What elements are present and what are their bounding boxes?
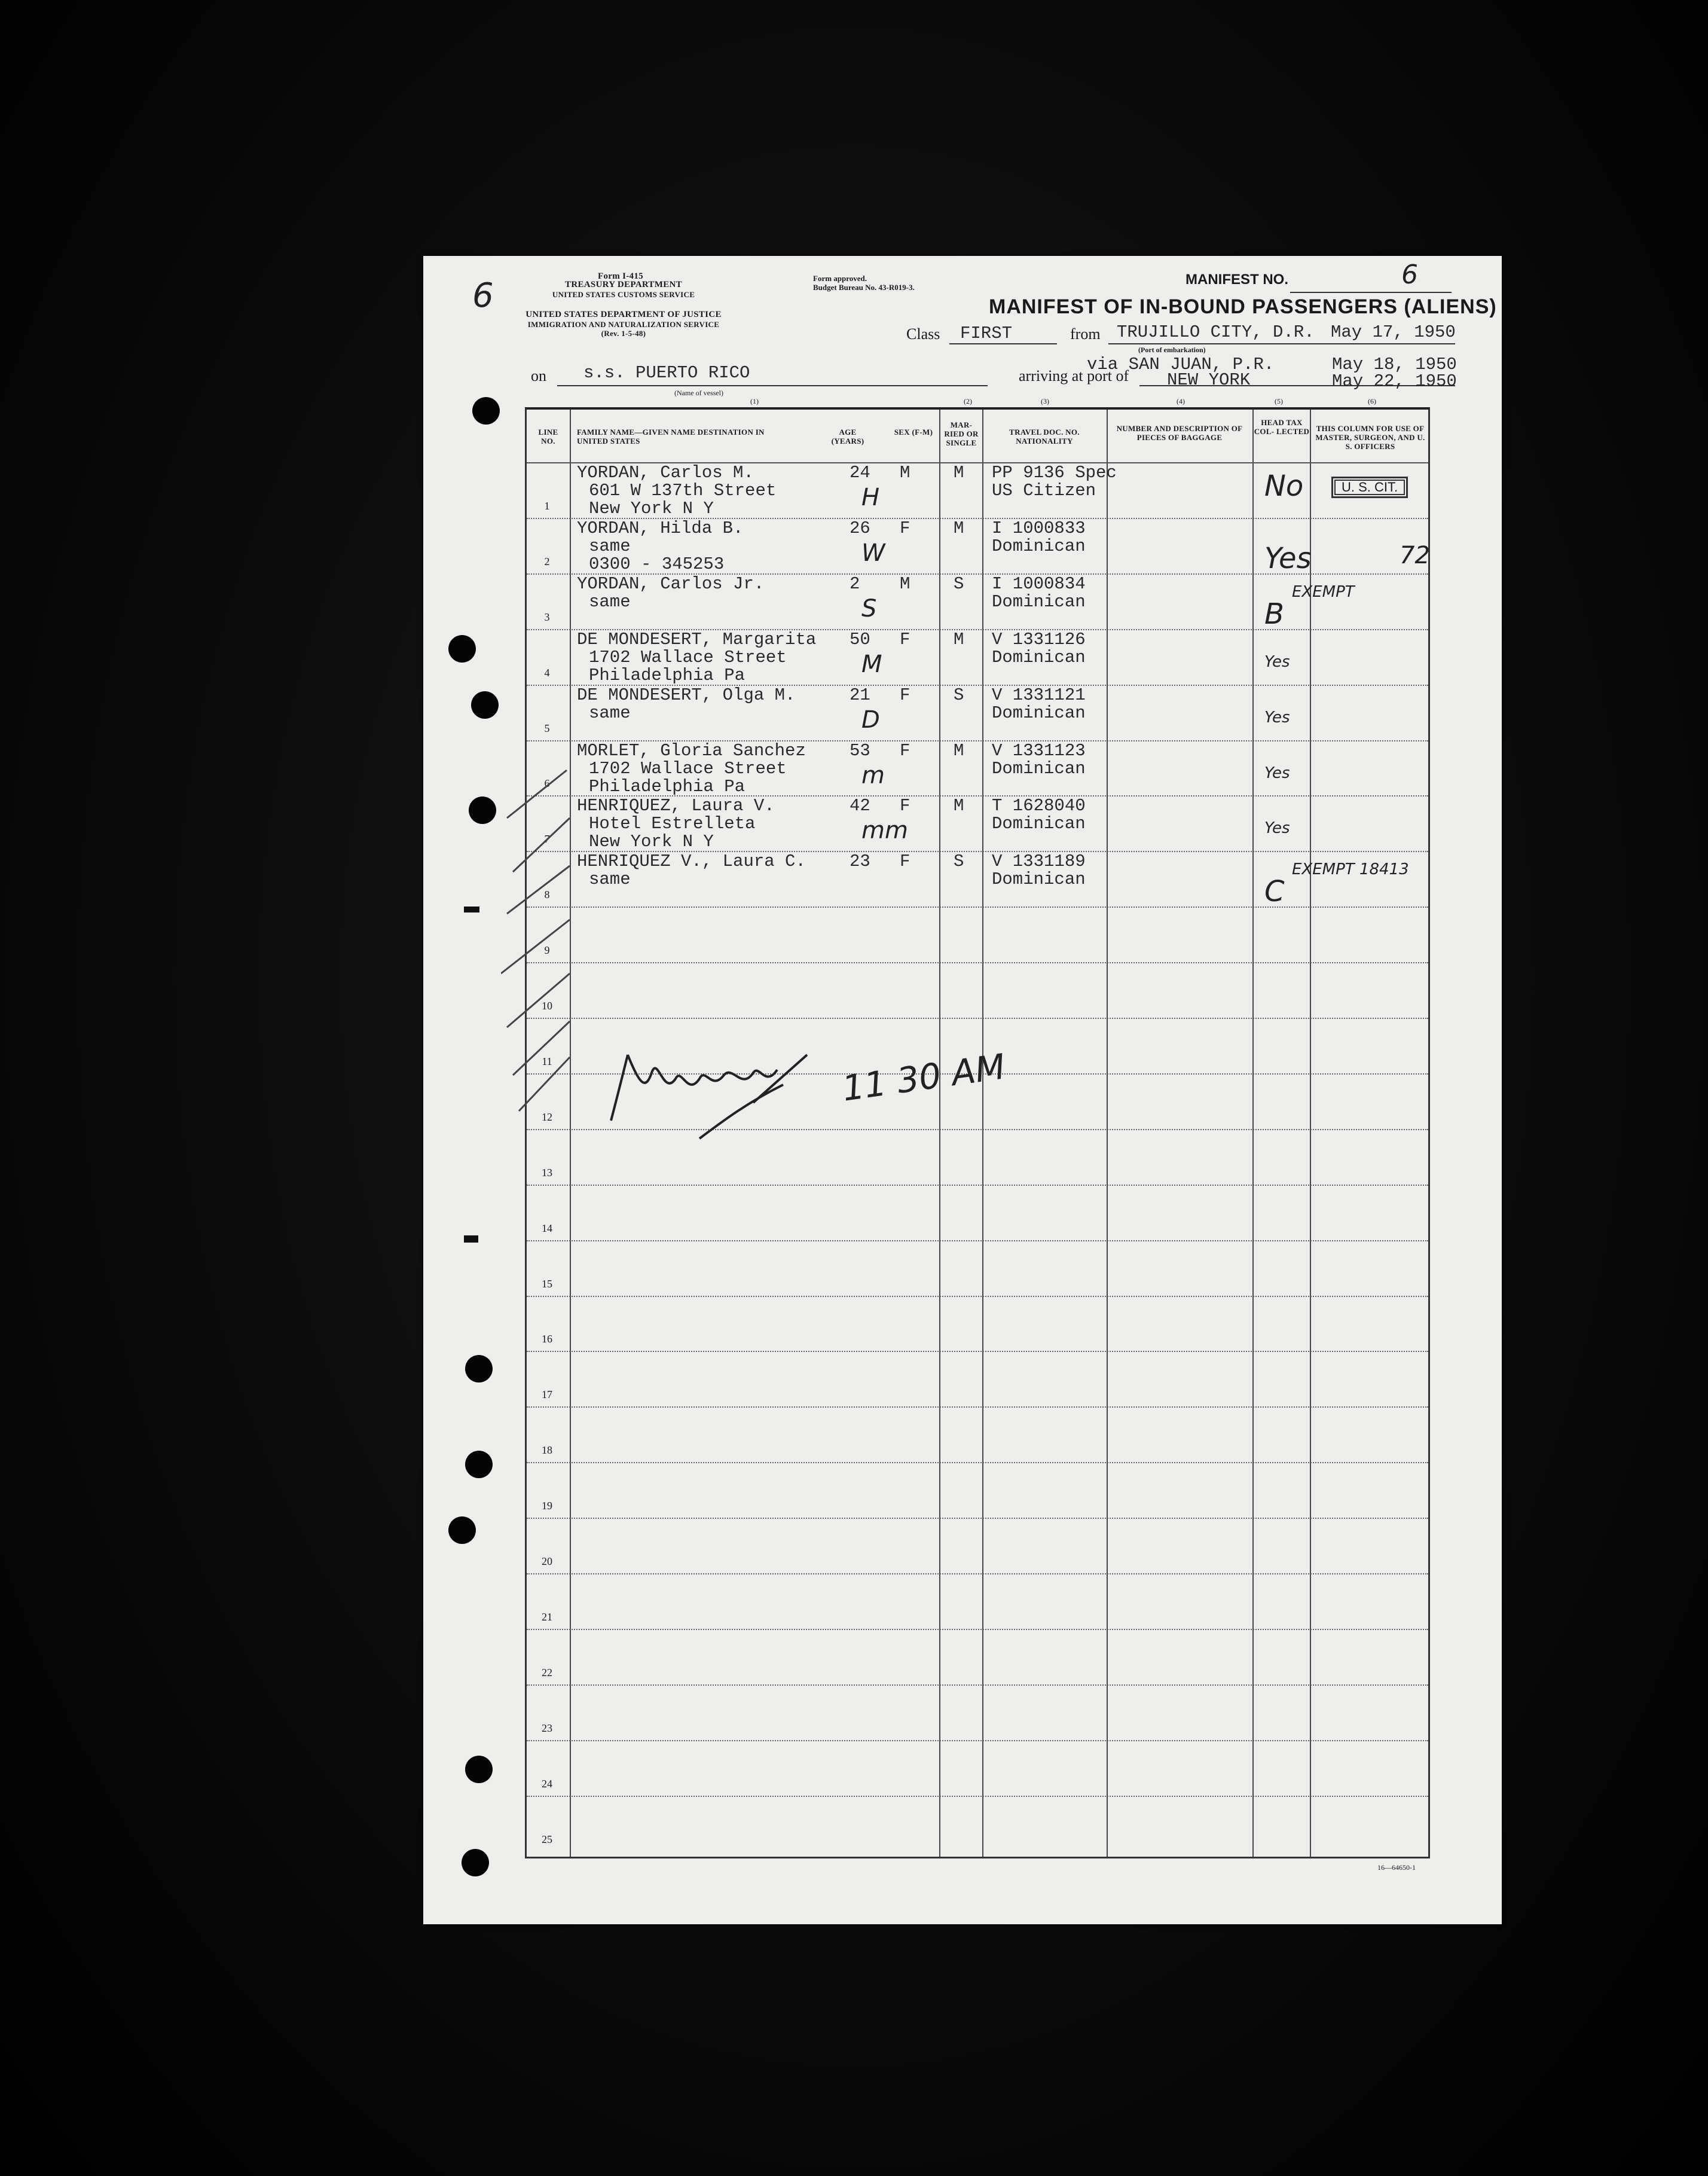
punch-hole [448,635,476,663]
passenger-address-2: Philadelphia Pa [589,776,745,796]
line-number: 13 [542,1166,552,1179]
via-date: May 18, 1950 [1332,355,1457,374]
head-tax: Yes [1264,541,1312,575]
passenger-address-2: New York N Y [589,499,714,518]
hand-sex-mark: H [861,484,880,511]
passenger-address-1: 601 W 137th Street [589,481,777,500]
row-divider [527,1740,1428,1741]
nationality: Dominican [992,536,1086,556]
passenger-address-1: 1702 Wallace Street [589,647,787,667]
line-number: 12 [542,1110,552,1123]
from-label: from [1070,325,1101,343]
manifest-no-label: MANIFEST NO. [1185,271,1288,288]
treasury-dept [543,280,704,299]
passenger-address-2: Philadelphia Pa [589,665,745,685]
passenger-marital: M [954,463,964,483]
travel-doc: V 1331123 [992,740,1086,761]
line-number: 22 [542,1666,552,1678]
officer-stamp: U. S. CIT. [1331,477,1408,498]
vessel-line [557,385,988,386]
col-divider [982,410,983,1857]
row-divider [527,1518,1428,1519]
col-num-1: (1) [750,397,759,405]
line-number: 20 [542,1555,552,1567]
class-line [949,343,1057,344]
line-number: 4 [544,666,550,679]
passenger-sex: F [900,518,910,538]
travel-doc: I 1000833 [992,518,1086,538]
justice-dept-title: UNITED STATES DEPARTMENT OF JUSTICE [525,310,722,319]
passenger-marital: M [954,629,964,649]
line-number: 14 [542,1222,552,1234]
row-divider [527,962,1428,963]
approval-note [813,274,915,292]
line-number: 8 [544,889,550,901]
col-header-travel: TRAVEL DOC. NO. NATIONALITY [1009,428,1080,445]
line-number: 3 [544,611,550,623]
line-number: 19 [542,1500,552,1512]
nationality: Dominican [992,703,1086,723]
head-tax: No [1264,469,1304,503]
manifest-no-line [1290,292,1452,293]
corner-handwritten-mark: 6 [472,276,494,315]
head-tax: Yes [1264,652,1290,671]
passenger-sex: F [900,629,910,649]
passenger-age: 42 [850,796,870,816]
col-num-2: (2) [964,397,972,405]
passenger-name: DE MONDESERT, Olga M. [577,685,796,705]
margin-mark [464,1235,478,1243]
line-number: 23 [542,1722,552,1734]
nationality: Dominican [992,814,1086,834]
passenger-name: MORLET, Gloria Sanchez [577,740,806,761]
form-number-text: Form I-415 [598,271,643,281]
col-header-sex: SEX (F-M) [894,428,933,437]
ins-service: IMMIGRATION AND NATURALIZATION SERVICE [527,320,720,329]
travel-doc: T 1628040 [992,796,1086,816]
passenger-marital: M [954,796,964,816]
line-number: 9 [544,944,550,957]
passenger-marital: M [954,518,964,538]
passenger-age: 21 [850,685,870,705]
customs-service: UNITED STATES CUSTOMS SERVICE [552,290,695,299]
class-value: FIRST [960,323,1013,343]
class-label: Class [906,325,940,343]
justice-dept [519,310,728,338]
row-divider [527,1240,1428,1241]
line-number: 2 [544,555,550,567]
punch-hole [465,1756,493,1783]
row-divider [527,1406,1428,1408]
from-port: TRUJILLO CITY, D.R. [1117,322,1315,342]
line-number: 16 [542,1333,552,1345]
passenger-marital: S [954,852,964,872]
manifest-page [423,256,1502,1924]
passenger-sex: F [900,852,910,872]
port-embarkation-label: (Port of embarkation) [1138,346,1206,354]
head-tax: Yes [1264,708,1290,727]
row-divider [527,1185,1428,1186]
nationality: Dominican [992,869,1086,890]
officer-note: EXEMPT [1292,582,1355,601]
passenger-sex: F [900,796,910,816]
col-divider [939,410,940,1857]
line-number: 11 [542,1055,552,1067]
hand-sex-mark: M [861,650,882,678]
line-number: 15 [542,1277,552,1290]
row-divider [527,1351,1428,1352]
col-header-headtax: HEAD TAX COL- LECTED [1254,418,1310,436]
row-divider [527,1573,1428,1574]
on-label: on [531,367,546,384]
arrival-time: 11 30 AM [839,1046,1008,1109]
passenger-name: YORDAN, Carlos Jr. [577,573,765,594]
budget-bureau: Budget Bureau No. 43-R019-3. [813,283,915,292]
passenger-sex: M [900,463,910,483]
head-tax: B [1264,597,1284,631]
passenger-address-1: same [589,591,631,612]
revision-date: (Rev. 1-5-48) [601,329,646,338]
row-divider [527,1462,1428,1463]
arriving-label: arriving at port of [1019,367,1129,384]
passenger-age: 23 [850,852,870,872]
line-number: 24 [542,1777,552,1790]
from-date: May 17, 1950 [1331,322,1456,342]
travel-doc: V 1331126 [992,629,1086,649]
passenger-age: 53 [850,740,870,761]
line-number: 6 [544,777,550,790]
passenger-address-1: 1702 Wallace Street [589,758,787,779]
line-number: 25 [542,1833,552,1845]
col-header-married: MAR- RIED OR SINGLE [944,420,979,447]
hand-sex-mark: S [861,594,877,622]
travel-doc: V 1331121 [992,685,1086,705]
row-divider [527,1296,1428,1297]
passenger-sex: F [900,740,910,761]
passenger-address-2: 0300 - 345253 [589,554,725,574]
passenger-address-1: same [589,869,631,890]
nationality: Dominican [992,591,1086,612]
line-number: 10 [542,1000,552,1012]
officer-note: EXEMPT 18413 [1292,860,1409,879]
col-num-3: (3) [1041,397,1049,405]
head-tax: C [1264,875,1285,909]
margin-check-marks [501,639,573,1177]
col-num-5: (5) [1275,397,1283,405]
passenger-age: 50 [850,629,870,649]
passenger-sex: M [900,573,910,594]
col-divider [1107,410,1108,1857]
col-num-4: (4) [1177,397,1185,405]
via-port: via SAN JUAN, P.R. [1087,355,1275,374]
line-number: 17 [542,1388,552,1401]
line-number: 21 [542,1610,552,1623]
head-tax: Yes [1264,819,1290,838]
passenger-age: 2 [850,573,860,594]
nationality: Dominican [992,758,1086,779]
row-divider [527,1018,1428,1019]
manifest-no-value: 6 [1401,260,1418,290]
passenger-address-1: same [589,536,631,556]
passenger-marital: S [954,573,964,594]
row-divider [527,1684,1428,1686]
line-number: 7 [544,833,550,846]
form-approved: Form approved. [813,274,867,283]
hand-sex-mark: D [861,706,880,734]
passenger-name: YORDAN, Carlos M. [577,463,754,483]
arrival-date: May 22, 1950 [1332,371,1457,391]
col-divider [1310,410,1311,1857]
col-header-line: LINE NO. [538,428,558,445]
col-header-baggage: NUMBER AND DESCRIPTION OF PIECES OF BAGGAGE [1116,424,1243,442]
punch-hole [469,796,496,824]
hand-sex-mark: W [861,539,885,567]
head-tax: Yes [1264,764,1290,782]
line-number: 18 [542,1444,552,1457]
col-header-age: AGE (YEARS) [831,428,864,445]
passenger-age: 26 [850,518,870,538]
passenger-marital: M [954,740,964,761]
passenger-address-1: Hotel Estrelleta [589,814,756,834]
officer-note: 72 [1400,541,1430,569]
passenger-sex: F [900,685,910,705]
hand-sex-mark: m [861,761,885,789]
punch-hole [465,1451,493,1478]
punch-hole [448,1516,476,1544]
col-divider [1252,410,1254,1857]
passenger-name: YORDAN, Hilda B. [577,518,744,538]
margin-mark [464,907,479,912]
punch-hole [465,1355,493,1382]
row-divider [527,1629,1428,1630]
arrival-port: NEW YORK [1167,370,1251,390]
from-line [1108,343,1455,344]
punch-hole [472,397,500,425]
passenger-age: 24 [850,463,870,483]
vessel-name: s.s. PUERTO RICO [583,363,750,383]
nationality: Dominican [992,647,1086,667]
nationality: US Citizen [992,481,1096,500]
punch-hole [471,691,499,719]
row-divider [527,1796,1428,1797]
vessel-label: (Name of vessel) [674,389,723,397]
treasury-dept-title: TREASURY DEPARTMENT [565,280,682,289]
hand-sex-mark: mm [861,817,908,845]
col-num-6: (6) [1368,397,1376,405]
row-divider [527,907,1428,908]
travel-doc: V 1331189 [992,852,1086,872]
passenger-address-1: same [589,703,631,723]
passenger-marital: S [954,685,964,705]
travel-doc: PP 9136 Spec [992,463,1117,483]
passenger-name: DE MONDESERT, Margarita [577,629,817,649]
col-header-officers: THIS COLUMN FOR USE OF MASTER, SURGEON, AND U. S. OFFICERS [1315,424,1425,451]
passenger-address-2: New York N Y [589,832,714,852]
line-number: 5 [544,722,550,734]
page-title: MANIFEST OF IN-BOUND PASSENGERS (ALIENS) [989,295,1497,318]
passenger-name: HENRIQUEZ V., Laura C. [577,852,806,872]
passenger-name: HENRIQUEZ, Laura V. [577,796,775,816]
travel-doc: I 1000834 [992,573,1086,594]
punch-hole [462,1849,489,1876]
footer-code: 16—64650-1 [1377,1863,1416,1872]
line-number: 1 [544,499,550,512]
col-header-name: FAMILY NAME—GIVEN NAME DESTINATION IN UNITED STATES [577,428,765,445]
